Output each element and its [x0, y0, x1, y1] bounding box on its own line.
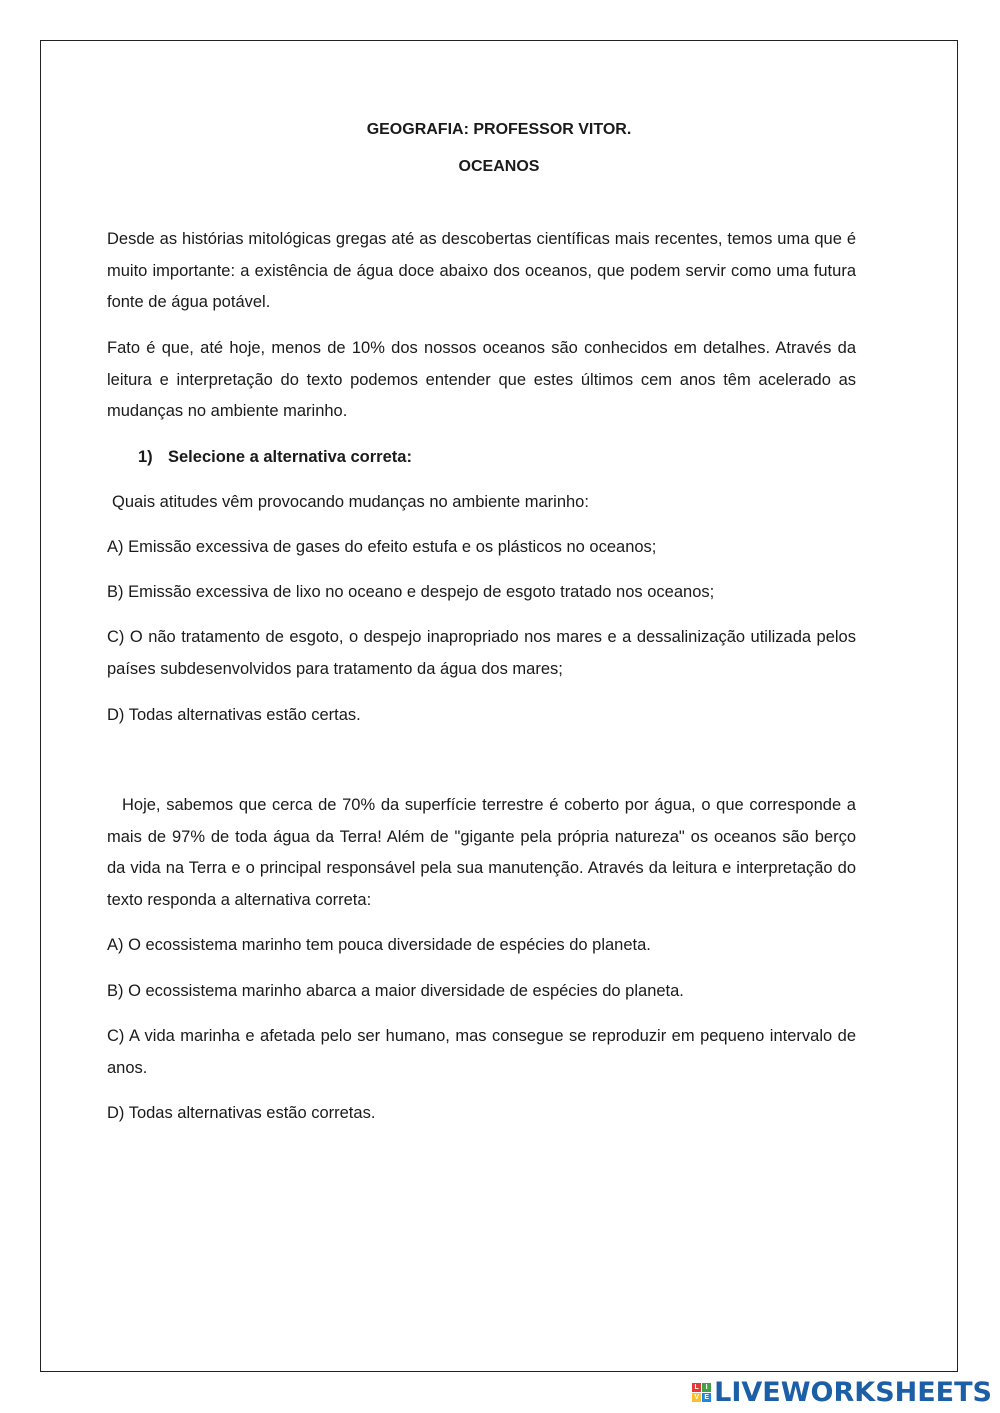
question-label: Selecione a alternativa correta:: [168, 448, 412, 466]
question-prompt: Quais atitudes vêm provocando mudanças no ambiente marinho:: [112, 493, 589, 511]
question-number: 1): [138, 448, 153, 466]
logo-text: LIVEWORKSHEETS: [714, 1376, 992, 1408]
liveworksheets-logo: [692, 1375, 992, 1409]
q2-option-d: D) Todas alternativas estão corretas.: [107, 1104, 376, 1122]
q2-option-a: A) O ecossistema marinho tem pouca diversidade de espécies do planeta.: [107, 936, 651, 954]
q1-option-a: A) Emissão excessiva de gases do efeito estufa e os plásticos no oceanos;: [107, 538, 657, 556]
q1-option-d: D) Todas alternativas estão certas.: [107, 706, 361, 724]
q2-option-b: B) O ecossistema marinho abarca a maior diversidade de espécies do planeta.: [107, 982, 684, 1000]
q2-option-c: C) A vida marinha e afetada pelo ser humano, mas consegue se reproduzir em pequeno intervalo de anos.: [107, 1027, 856, 1077]
intro-paragraph-1: Desde as histórias mitológicas gregas até as descobertas científicas mais recentes, temos uma que é muito importante: a existência de água doce abaixo dos oceanos, que podem servir como uma futura fonte de água potável.: [107, 230, 856, 311]
q1-option-c: C) O não tratamento de esgoto, o despejo inapropriado nos mares e a dessalinização utilizada pelos países subdesenvolvidos para tratamento da água dos mares;: [107, 628, 856, 678]
section2-paragraph: Hoje, sabemos que cerca de 70% da superfície terrestre é coberto por água, o que corresponde a mais de 97% de toda água da Terra! Além de "gigante pela própria natureza" os oceanos são berço da vida na Terra e o principal responsável pela sua manutenção. Através da leitura e interpretação do texto responda a alternativa correta:: [107, 796, 856, 909]
worksheet-title: GEOGRAFIA: PROFESSOR VITOR.: [366, 121, 632, 138]
logo-grid-icon: L I V E: [692, 1383, 711, 1402]
intro-paragraph-2: Fato é que, até hoje, menos de 10% dos nossos oceanos são conhecidos em detalhes. Através da leitura e interpretação do texto podemos entender que estes últimos cem anos têm acelerado as mudanças no ambiente marinho.: [107, 339, 856, 420]
q1-option-b: B) Emissão excessiva de lixo no oceano e despejo de esgoto tratado nos oceanos;: [107, 583, 715, 601]
question-heading: [138, 446, 412, 468]
worksheet-subtitle: OCEANOS: [458, 158, 540, 175]
